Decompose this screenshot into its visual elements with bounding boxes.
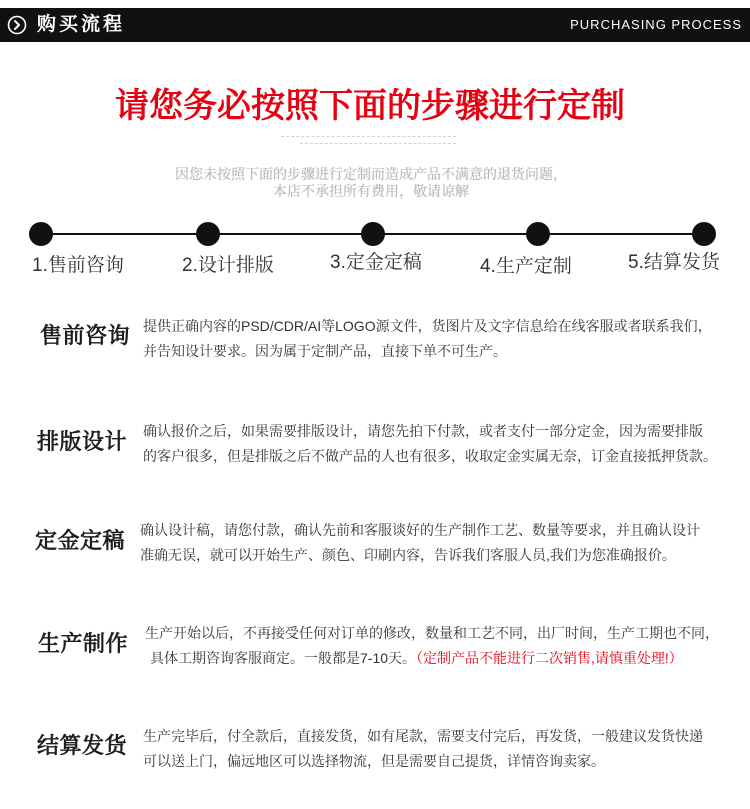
step-label-4: 4.生产定制 [480,256,572,277]
description-line: 生产开始以后，不再接受任何对订单的修改，数量和工艺不同，出厂时间，生产工期也不同， [145,625,719,641]
section-description [143,419,717,469]
description-line: 准确无误，就可以开始生产、颜色、印刷内容，告诉我们客服人员,我们为您准确报价。 [140,547,676,563]
step-dot-2 [196,222,220,246]
section-description [140,518,700,568]
header-subtitle-en: PURCHASING PROCESS [570,17,742,32]
section-heading: 售前咨询 [40,323,131,348]
notice-line: 因您未按照下面的步骤进行定制而造成产品不满意的退货问题， [175,166,567,182]
page-title: 请您务必按照下面的步骤进行定制 [115,87,625,125]
step-label-5: 5.结算发货 [628,252,720,273]
notice-line: 本店不承担所有费用，敬请谅解 [273,183,469,199]
section-description [143,314,712,364]
description-text: 具体工期咨询客服商定。一般都是7-10天。 [150,650,417,666]
step-dot-5 [692,222,716,246]
description-line [145,646,719,671]
section-heading: 结算发货 [37,733,128,758]
section-description [143,724,703,774]
step-label-3: 3.定金定稿 [330,252,422,273]
step-dot-4 [526,222,550,246]
header-title: 购买流程 [37,14,126,35]
step-dot-1 [29,222,53,246]
section-description [145,621,719,671]
step-label-2: 2.设计排版 [182,255,274,276]
section-heading: 定金定稿 [35,528,126,553]
warning-text: （定制产品不能进行二次销售,请慎重处理!） [416,650,683,666]
refund-notice [0,166,742,200]
section-heading: 生产制作 [38,631,129,656]
faint-decorative-line [281,136,456,137]
description-line: 确认设计稿，请您付款，确认先前和客服谈好的生产制作工艺、数量等要求，并且确认设计 [140,522,700,538]
step-dot-3 [361,222,385,246]
description-line: 的客户很多，但是排版之后不做产品的人也有很多，收取定金实属无奈，订金直接抵押货款。 [143,448,717,464]
header-bar [0,8,750,42]
description-line: 生产完毕后，付全款后，直接发货，如有尾款，需要支付完后，再发货，一般建议发货快递 [143,728,703,744]
description-line: 确认报价之后，如果需要排版设计，请您先拍下付款，或者支付一部分定金，因为需要排版 [143,423,703,439]
description-line: 可以送上门，偏远地区可以选择物流，但是需要自己提货，详情咨询卖家。 [143,753,605,769]
faint-decorative-line [300,143,456,144]
circle-chevron-right-icon [7,15,27,35]
section-heading: 排版设计 [37,429,128,454]
description-line: 并告知设计要求。因为属于定制产品，直接下单不可生产。 [143,343,507,359]
description-line: 提供正确内容的PSD/CDR/AI等LOGO源文件，货图片及文字信息给在线客服或者联系我们， [143,318,712,334]
step-label-1: 1.售前咨询 [32,255,124,276]
